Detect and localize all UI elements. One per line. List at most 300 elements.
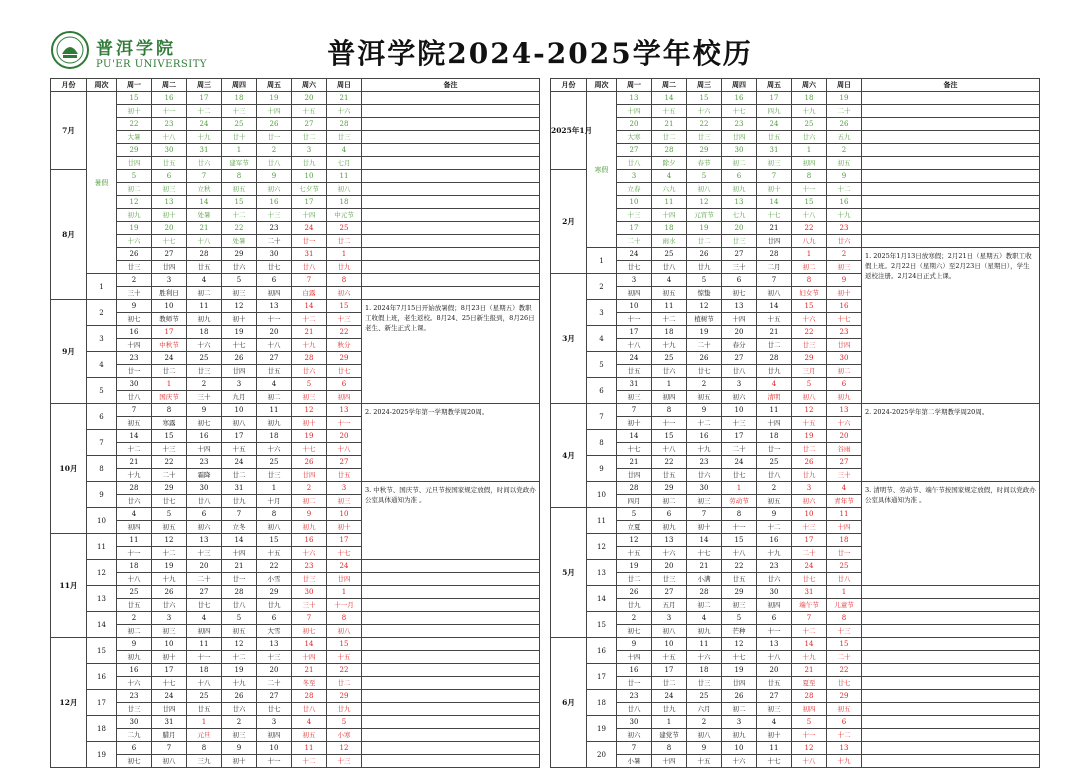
lunar-date: 十三	[187, 547, 222, 560]
day-number: 3	[792, 482, 827, 495]
remark-empty	[362, 170, 540, 183]
lunar-date: 初三	[827, 261, 862, 274]
lunar-date: 初八	[687, 729, 722, 742]
calendar-row	[51, 118, 540, 131]
lunar-date: 廿五	[722, 573, 757, 586]
day-number: 12	[222, 638, 257, 651]
lunar-date: 廿二	[757, 339, 792, 352]
lunar-date: 初三	[757, 703, 792, 716]
remark-empty	[362, 599, 540, 612]
lunar-date: 十八	[722, 547, 757, 560]
lunar-date: 初三	[152, 183, 187, 196]
lunar-date: 初二	[827, 365, 862, 378]
day-number: 24	[152, 690, 187, 703]
day-number: 16	[117, 664, 152, 677]
day-number: 7	[292, 612, 327, 625]
lunar-date: 廿四	[757, 235, 792, 248]
lunar-date: 初八	[652, 625, 687, 638]
day-number: 22	[152, 456, 187, 469]
remark-empty	[862, 92, 1040, 105]
lunar-date: 十六	[827, 417, 862, 430]
remark-empty	[862, 742, 1040, 755]
lunar-date: 廿六	[292, 365, 327, 378]
lunar-date: 廿八	[187, 495, 222, 508]
lunar-date: 十九	[792, 651, 827, 664]
lunar-date: 初二	[117, 625, 152, 638]
lunar-date: 初三	[722, 599, 757, 612]
day-number: 1	[652, 378, 687, 391]
day-number: 10	[652, 638, 687, 651]
remark-empty	[862, 703, 1040, 716]
day-number: 6	[827, 716, 862, 729]
lunar-date: 初三	[152, 625, 187, 638]
week-number: 11	[587, 508, 617, 534]
day-number: 6	[257, 612, 292, 625]
lunar-date: 十九	[652, 339, 687, 352]
lunar-date: 立冬	[222, 521, 257, 534]
day-number: 6	[327, 378, 362, 391]
day-number: 16	[722, 92, 757, 105]
lunar-date: 廿一	[617, 677, 652, 690]
lunar-date: 初十	[222, 755, 257, 768]
remark-empty	[362, 222, 540, 235]
lunar-date: 十二	[292, 313, 327, 326]
day-number: 3	[292, 144, 327, 157]
day-number: 29	[117, 144, 152, 157]
lunar-date: 七九	[722, 209, 757, 222]
remark-note: 3. 中秋节、国庆节、元旦节按国家规定放假，时间以党政办公室具体通知为准 。	[362, 482, 540, 560]
calendar-row	[551, 677, 1040, 690]
day-number: 2	[257, 144, 292, 157]
day-number: 2	[292, 482, 327, 495]
day-number: 30	[827, 352, 862, 365]
day-number: 17	[292, 196, 327, 209]
lunar-date: 十八	[792, 755, 827, 768]
day-number: 23	[827, 222, 862, 235]
column-header: 周六	[292, 79, 327, 92]
lunar-date: 初四	[327, 391, 362, 404]
column-header: 周六	[792, 79, 827, 92]
day-number: 16	[757, 534, 792, 547]
remark-note: 2. 2024-2025学年第一学期教学周20周。	[362, 404, 540, 482]
month-label: 4月	[551, 404, 587, 508]
day-number: 2	[117, 612, 152, 625]
day-number: 27	[327, 456, 362, 469]
lunar-date: 十九	[152, 573, 187, 586]
calendar-row	[51, 729, 540, 742]
remark-empty	[362, 742, 540, 755]
day-number: 25	[187, 352, 222, 365]
lunar-date: 十月	[257, 495, 292, 508]
day-number: 8	[827, 612, 862, 625]
remark-empty	[362, 261, 540, 274]
remark-empty	[362, 612, 540, 625]
day-number: 7	[617, 404, 652, 417]
week-number: 10	[87, 508, 117, 534]
lunar-date: 廿三	[257, 469, 292, 482]
day-number: 12	[152, 534, 187, 547]
day-number: 22	[827, 664, 862, 677]
lunar-date: 三月	[792, 365, 827, 378]
day-number: 16	[117, 326, 152, 339]
remark-empty	[862, 755, 1040, 768]
day-number: 19	[222, 326, 257, 339]
lunar-date: 廿六	[792, 131, 827, 144]
lunar-date: 十四	[187, 443, 222, 456]
lunar-date: 廿三	[187, 365, 222, 378]
calendar-row	[551, 235, 1040, 248]
day-number: 5	[152, 508, 187, 521]
day-number: 13	[257, 638, 292, 651]
day-number: 31	[292, 248, 327, 261]
lunar-date: 廿四	[722, 131, 757, 144]
day-number: 9	[117, 300, 152, 313]
day-number: 30	[292, 586, 327, 599]
day-number: 18	[187, 664, 222, 677]
day-number: 25	[187, 690, 222, 703]
calendar-row	[551, 586, 1040, 599]
remark-empty	[862, 235, 1040, 248]
lunar-date: 十七	[687, 547, 722, 560]
column-header: 周日	[827, 79, 862, 92]
day-number: 17	[792, 534, 827, 547]
lunar-date: 十七	[722, 105, 757, 118]
day-number: 5	[292, 378, 327, 391]
lunar-date: 廿七	[152, 495, 187, 508]
lunar-date: 初三	[687, 495, 722, 508]
day-number: 4	[757, 716, 792, 729]
day-number: 19	[827, 92, 862, 105]
day-number: 2	[757, 482, 792, 495]
calendar-row	[551, 690, 1040, 703]
week-number: 7	[87, 430, 117, 456]
lunar-date: 夏至	[792, 677, 827, 690]
day-number: 24	[222, 456, 257, 469]
lunar-date: 大寒	[617, 131, 652, 144]
day-number: 20	[292, 92, 327, 105]
day-number: 26	[617, 586, 652, 599]
day-number: 12	[617, 534, 652, 547]
lunar-date: 初二	[687, 599, 722, 612]
lunar-date: 元旦	[187, 729, 222, 742]
lunar-date: 十四	[757, 417, 792, 430]
vacation-label: 暑假	[87, 92, 117, 274]
remark-empty	[362, 573, 540, 586]
lunar-date: 十九	[757, 547, 792, 560]
day-number: 2	[117, 274, 152, 287]
lunar-date: 初十	[757, 729, 792, 742]
lunar-date: 初五	[687, 391, 722, 404]
calendar-row	[51, 677, 540, 690]
calendar-row	[551, 651, 1040, 664]
day-number: 5	[222, 274, 257, 287]
day-number: 5	[617, 508, 652, 521]
lunar-date: 十二	[687, 417, 722, 430]
lunar-date: 初三	[222, 287, 257, 300]
week-number: 11	[87, 534, 117, 560]
day-number: 15	[792, 300, 827, 313]
lunar-date: 十三	[152, 443, 187, 456]
lunar-date: 廿七	[722, 469, 757, 482]
day-number: 22	[687, 118, 722, 131]
lunar-date: 廿八	[652, 261, 687, 274]
remark-empty	[362, 651, 540, 664]
lunar-date: 十四	[652, 209, 687, 222]
calendar-row	[51, 716, 540, 729]
lunar-date: 廿六	[687, 469, 722, 482]
day-number: 14	[617, 430, 652, 443]
lunar-date: 廿四	[222, 365, 257, 378]
day-number: 16	[187, 430, 222, 443]
week-number: 8	[587, 430, 617, 456]
day-number: 26	[722, 690, 757, 703]
calendar-row	[551, 118, 1040, 131]
lunar-date: 廿三	[117, 261, 152, 274]
lunar-date: 初七	[722, 287, 757, 300]
lunar-date: 廿八	[617, 703, 652, 716]
month-label: 10月	[51, 404, 87, 534]
calendar-row	[551, 157, 1040, 170]
lunar-date: 廿八	[617, 157, 652, 170]
day-number: 2	[827, 144, 862, 157]
day-number: 3	[652, 612, 687, 625]
calendar-row	[51, 404, 540, 417]
calendar-row	[51, 300, 540, 313]
calendar-row	[551, 729, 1040, 742]
lunar-date: 十三	[222, 105, 257, 118]
day-number: 24	[617, 248, 652, 261]
day-number: 28	[117, 482, 152, 495]
lunar-date: 十五	[652, 651, 687, 664]
day-number: 24	[292, 222, 327, 235]
week-number: 13	[587, 560, 617, 586]
lunar-date: 初十	[117, 105, 152, 118]
day-number: 4	[187, 274, 222, 287]
lunar-date: 十九	[687, 443, 722, 456]
lunar-date: 初七	[117, 755, 152, 768]
lunar-date: 十六	[687, 105, 722, 118]
lunar-date: 十五	[652, 105, 687, 118]
lunar-date: 初十	[617, 417, 652, 430]
logo-name-cn: 普洱学院	[96, 39, 176, 59]
week-number: 13	[87, 586, 117, 612]
day-number: 18	[117, 560, 152, 573]
lunar-date: 十四	[222, 547, 257, 560]
calendar-row	[551, 664, 1040, 677]
day-number: 7	[187, 170, 222, 183]
day-number: 25	[757, 456, 792, 469]
week-number: 20	[587, 742, 617, 768]
lunar-date: 十六	[652, 547, 687, 560]
column-header: 周三	[187, 79, 222, 92]
day-number: 10	[792, 508, 827, 521]
day-number: 24	[152, 352, 187, 365]
day-number: 11	[652, 300, 687, 313]
lunar-date: 廿三	[117, 703, 152, 716]
week-number: 19	[87, 742, 117, 768]
calendar-row	[551, 625, 1040, 638]
day-number: 6	[827, 378, 862, 391]
lunar-date: 十五	[792, 417, 827, 430]
day-number: 26	[687, 248, 722, 261]
day-number: 10	[722, 404, 757, 417]
day-number: 22	[222, 222, 257, 235]
lunar-date: 廿一	[222, 573, 257, 586]
lunar-date: 初二	[292, 495, 327, 508]
lunar-date: 十九	[292, 339, 327, 352]
lunar-date: 十四	[827, 521, 862, 534]
day-number: 28	[187, 248, 222, 261]
day-number: 6	[187, 508, 222, 521]
lunar-date: 十九	[187, 131, 222, 144]
lunar-date: 雨水	[652, 235, 687, 248]
remark-empty	[862, 209, 1040, 222]
lunar-date: 初八	[757, 287, 792, 300]
day-number: 8	[792, 170, 827, 183]
lunar-date: 十八	[792, 209, 827, 222]
remark-empty	[862, 664, 1040, 677]
day-number: 14	[117, 430, 152, 443]
lunar-date: 廿五	[327, 469, 362, 482]
day-number: 18	[187, 326, 222, 339]
lunar-date: 廿四	[617, 469, 652, 482]
day-number: 19	[257, 92, 292, 105]
day-number: 5	[792, 378, 827, 391]
lunar-date: 冬至	[292, 677, 327, 690]
day-number: 9	[827, 170, 862, 183]
lunar-date: 春分	[722, 339, 757, 352]
calendar-row	[551, 755, 1040, 768]
day-number: 8	[257, 508, 292, 521]
day-number: 6	[652, 508, 687, 521]
calendar-row	[551, 612, 1040, 625]
day-number: 13	[722, 300, 757, 313]
day-number: 20	[327, 430, 362, 443]
week-number: 5	[587, 352, 617, 378]
day-number: 13	[827, 404, 862, 417]
lunar-date: 十七	[827, 313, 862, 326]
lunar-date: 廿三	[687, 677, 722, 690]
remark-empty	[362, 664, 540, 677]
week-number: 14	[587, 586, 617, 612]
day-number: 9	[687, 404, 722, 417]
lunar-date: 初九	[722, 729, 757, 742]
lunar-date: 初六	[792, 495, 827, 508]
day-number: 27	[187, 586, 222, 599]
lunar-date: 初五	[827, 703, 862, 716]
day-number: 30	[687, 482, 722, 495]
remark-empty	[862, 222, 1040, 235]
day-number: 20	[617, 118, 652, 131]
remark-empty	[362, 729, 540, 742]
lunar-date: 十一	[257, 313, 292, 326]
logo-name-en: PU'ER UNIVERSITY	[96, 59, 207, 70]
remark-empty	[862, 599, 1040, 612]
lunar-date: 八九	[792, 235, 827, 248]
lunar-date: 廿九	[327, 261, 362, 274]
lunar-date: 十七	[152, 677, 187, 690]
lunar-date: 大暑	[117, 131, 152, 144]
day-number: 10	[257, 742, 292, 755]
lunar-date: 腊月	[152, 729, 187, 742]
lunar-date: 十一	[722, 521, 757, 534]
day-number: 28	[292, 690, 327, 703]
day-number: 27	[292, 118, 327, 131]
month-label: 7月	[51, 92, 87, 170]
lunar-date: 廿三	[687, 131, 722, 144]
lunar-date: 初四	[757, 599, 792, 612]
lunar-date: 初九	[257, 417, 292, 430]
lunar-date: 十五	[292, 105, 327, 118]
lunar-date: 立秋	[187, 183, 222, 196]
day-number: 1	[652, 716, 687, 729]
lunar-date: 廿一	[757, 443, 792, 456]
day-number: 17	[652, 664, 687, 677]
day-number: 15	[152, 430, 187, 443]
lunar-date: 初七	[117, 313, 152, 326]
day-number: 23	[257, 222, 292, 235]
lunar-date: 廿六	[827, 235, 862, 248]
day-number: 23	[687, 456, 722, 469]
lunar-date: 初二	[257, 391, 292, 404]
day-number: 1	[827, 586, 862, 599]
remark-empty	[362, 287, 540, 300]
day-number: 6	[722, 170, 757, 183]
lunar-date: 廿二	[687, 235, 722, 248]
remark-empty	[862, 625, 1040, 638]
lunar-date: 十五	[617, 547, 652, 560]
lunar-date: 清明	[757, 391, 792, 404]
week-number: 9	[587, 456, 617, 482]
day-number: 12	[792, 404, 827, 417]
day-number: 20	[722, 326, 757, 339]
day-number: 29	[327, 690, 362, 703]
day-number: 18	[827, 534, 862, 547]
day-number: 27	[652, 586, 687, 599]
week-number: 5	[87, 378, 117, 404]
week-number: 12	[587, 534, 617, 560]
day-number: 17	[757, 92, 792, 105]
week-number: 7	[587, 404, 617, 430]
lunar-date: 十七	[757, 755, 792, 768]
lunar-date: 廿三	[652, 573, 687, 586]
lunar-date: 廿八	[117, 391, 152, 404]
day-number: 17	[617, 222, 652, 235]
day-number: 10	[617, 196, 652, 209]
calendar-row	[51, 664, 540, 677]
lunar-date: 二十	[257, 235, 292, 248]
day-number: 17	[327, 534, 362, 547]
day-number: 9	[827, 274, 862, 287]
day-number: 11	[187, 638, 222, 651]
lunar-date: 廿五	[117, 599, 152, 612]
day-number: 5	[687, 274, 722, 287]
lunar-date: 大雪	[257, 625, 292, 638]
day-number: 20	[257, 664, 292, 677]
day-number: 26	[792, 456, 827, 469]
lunar-date: 初六	[187, 521, 222, 534]
lunar-date: 十七	[152, 235, 187, 248]
lunar-date: 处暑	[222, 235, 257, 248]
lunar-date: 初二	[652, 495, 687, 508]
day-number: 17	[152, 326, 187, 339]
day-number: 4	[292, 716, 327, 729]
lunar-date: 初九	[117, 209, 152, 222]
day-number: 26	[827, 118, 862, 131]
day-number: 29	[722, 586, 757, 599]
calendar-row	[51, 742, 540, 755]
day-number: 21	[757, 222, 792, 235]
